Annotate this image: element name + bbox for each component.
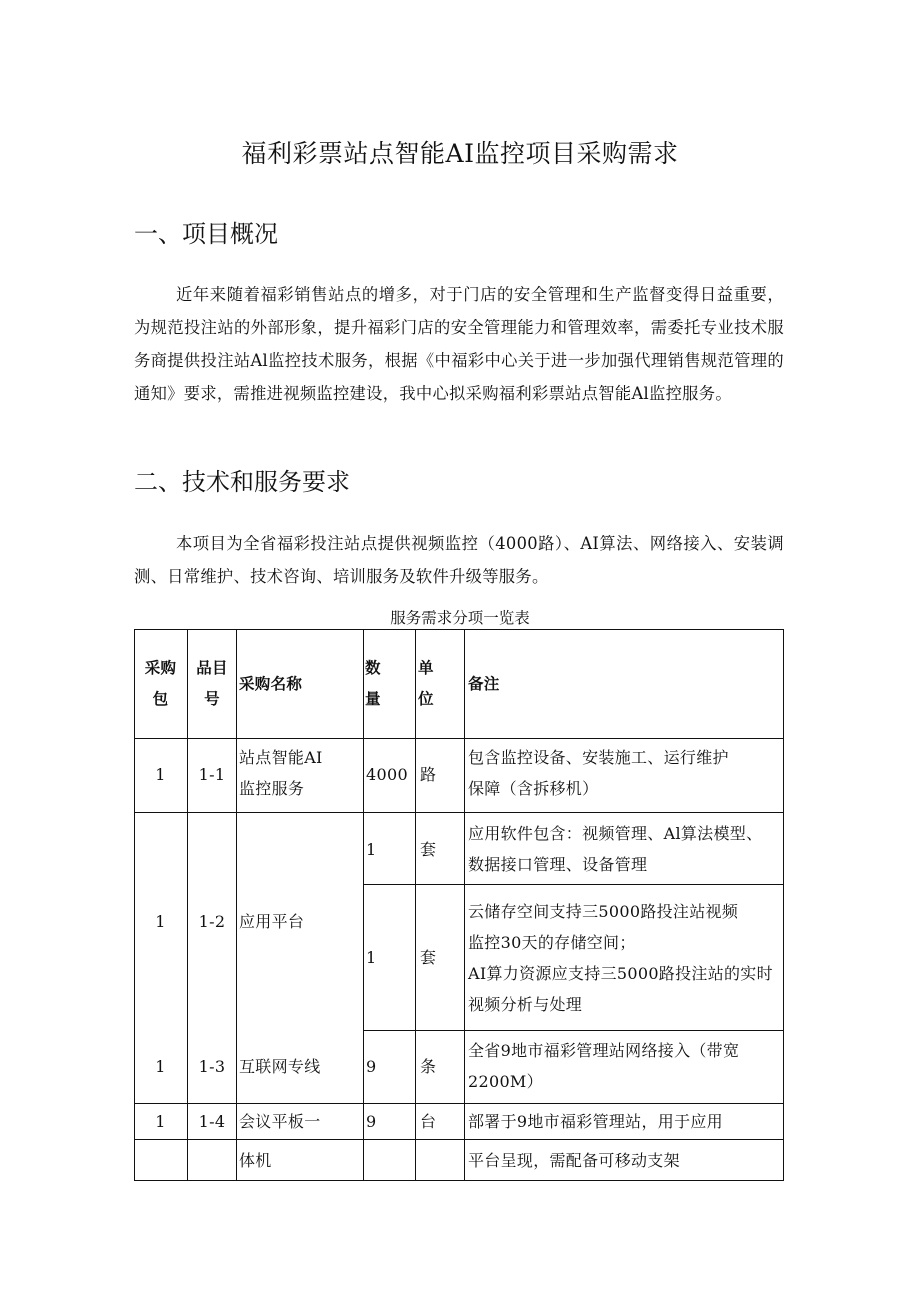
table-rule [364,1030,784,1031]
cell-name: 会议平板一 [239,1112,321,1131]
table-rule [134,738,784,739]
cell-unit: 路 [420,765,437,784]
cell-unit: 套 [420,948,437,967]
table-rule [783,629,784,1181]
cell-unit: 条 [420,1057,437,1076]
table-caption: 服务需求分项一览表 [390,609,530,627]
cell-qty: 4000 [366,765,408,784]
cell-item-no: 1-1 [198,765,226,784]
table-rule [364,884,784,885]
header-name: 采购名称 [239,675,303,693]
cell-qty: 1 [366,840,377,859]
cell-remark-continued: 平台呈现，需配备可移动支架 [468,1151,680,1170]
cell-name: 互联网专线 [239,1057,321,1076]
cell-remark: 全省9地市福彩管理站网络接入（带宽 2200M） [468,1041,740,1091]
table-rule [464,629,465,1181]
cell-remark: 包含监控设备、安装施工、运行维护 保障（含拆移机） [468,748,729,798]
cell-name: 应用平台 [239,912,305,931]
header-package: 采购 包 [144,659,177,708]
cell-package: 1 [155,1057,166,1076]
header-item-no: 品目 号 [196,659,228,708]
table-rule [415,629,416,1181]
cell-package: 1 [155,912,166,931]
header-remark: 备注 [468,675,500,693]
header-qty: 数 量 [365,659,381,708]
table-rule [134,1180,784,1181]
cell-name-continued: 体机 [239,1151,272,1170]
table-rule [363,629,364,1181]
cell-item-no: 1-2 [198,912,226,931]
cell-qty: 1 [366,948,377,967]
cell-package: 1 [155,765,166,784]
table-rule [134,1139,784,1140]
cell-name: 站点智能AI 监控服务 [239,748,323,798]
section-heading-requirements: 二、技术和服务要求 [134,468,350,496]
table-rule [134,1103,784,1104]
section-heading-overview: 一、项目概况 [134,220,278,248]
table-rule [134,629,784,630]
cell-unit: 套 [420,840,437,859]
cell-item-no: 1-3 [198,1057,226,1076]
cell-remark: 应用软件包含：视频管理、Al算法模型、 数据接口管理、设备管理 [468,824,763,874]
cell-package: 1 [155,1112,166,1131]
cell-qty: 9 [366,1112,377,1131]
requirements-paragraph: 本项目为全省福彩投注站点提供视频监控（4000路）、AI算法、网络接入、安装调测、日常维护、技术咨询、培训服务及软件升级等服务。 [134,534,784,586]
header-unit: 单 位 [418,659,434,708]
cell-remark: 部署于9地市福彩管理站，用于应用 [468,1112,723,1131]
table-rule [236,629,237,1181]
service-requirements-table [134,629,784,1181]
cell-unit: 台 [420,1112,437,1131]
document-title: 福利彩票站点智能AI监控项目采购需求 [241,139,679,168]
table-rule [134,812,784,813]
cell-item-no: 1-4 [198,1112,226,1131]
cell-qty: 9 [366,1057,377,1076]
overview-paragraph: 近年来随着福彩销售站点的增多，对于门店的安全管理和生产监督变得日益重要，为规范投注站的外部形象，提升福彩门店的安全管理能力和管理效率，需委托专业技术服务商提供投注站Al监控技术服务，根据《中福彩中心关于进一步加强代理销售规范管理的通知》要求，需推进视频监控建设，我中心拟采购福利彩票站点智能Al监控服务。 [134,285,784,403]
cell-remark: 云储存空间支持三5000路投注站视频 监控30天的存储空间； AI算力资源应支持三5000路投注站的实时 视频分析与处理 [468,902,773,1014]
